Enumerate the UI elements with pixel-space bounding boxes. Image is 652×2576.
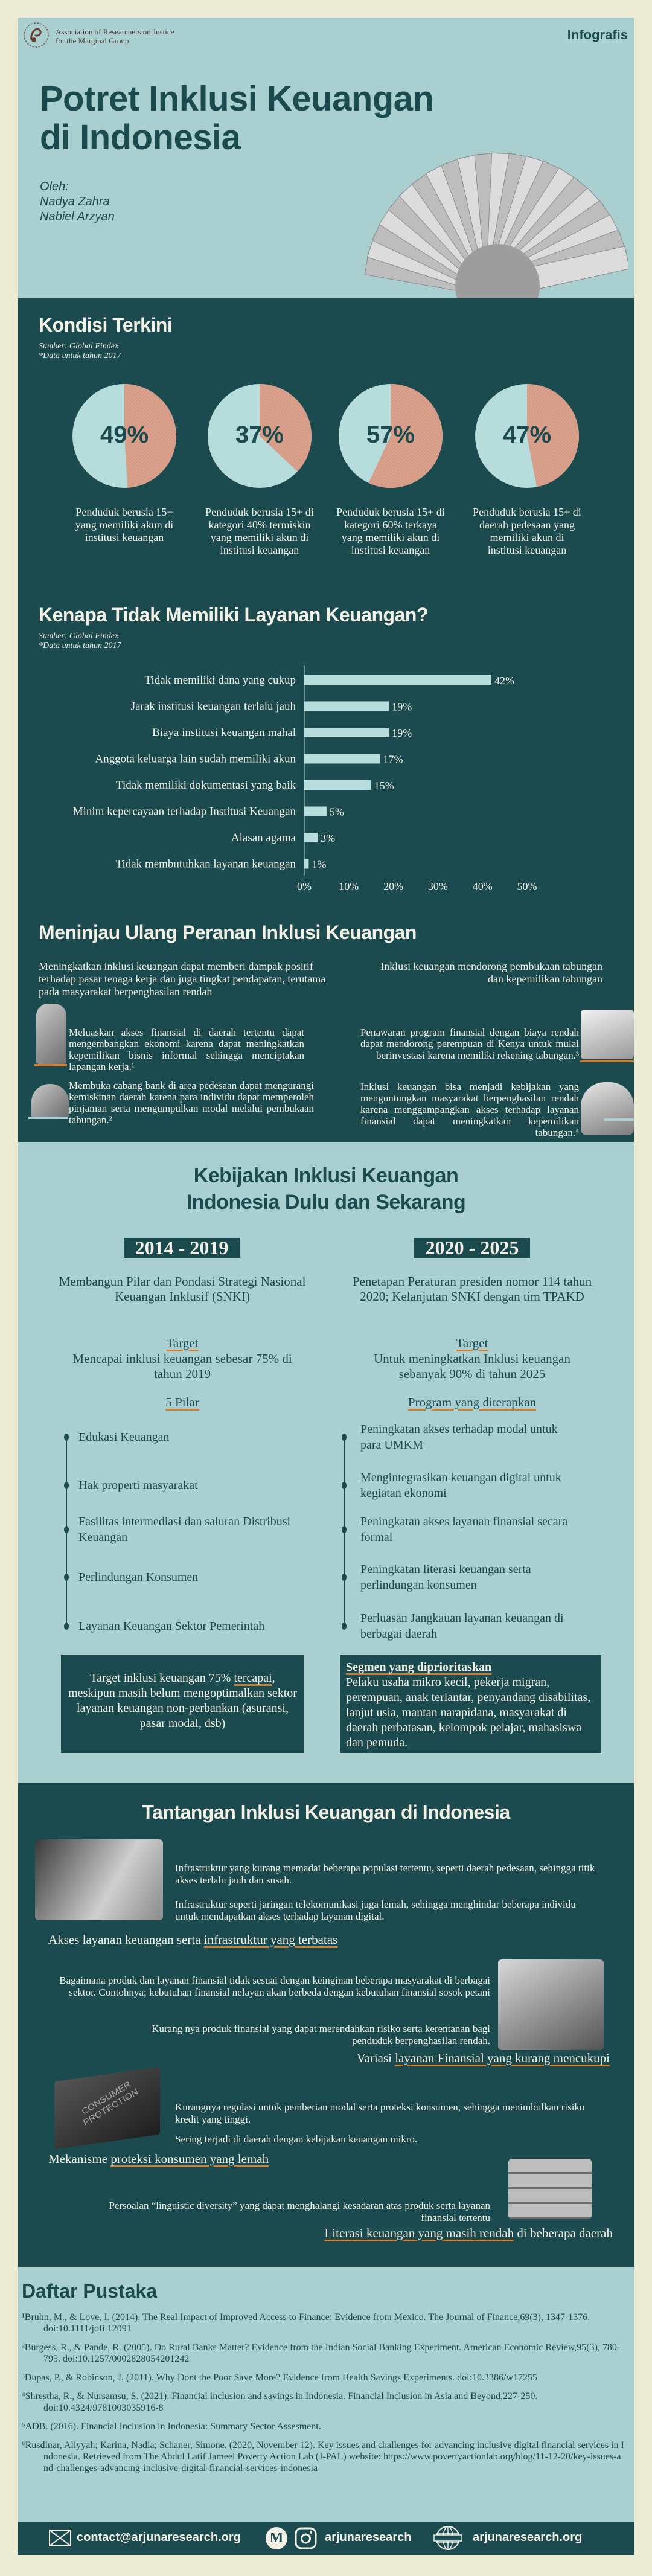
x-tick-label: 0%	[297, 880, 312, 892]
org-name-line1: Association of Researchers on Justice	[56, 27, 174, 36]
reference-list	[22, 2312, 625, 2474]
stat-value: 37%	[235, 421, 284, 448]
author-label: Oleh:	[40, 180, 69, 193]
timeline-bullet	[342, 1574, 347, 1581]
list-title: Program yang diterapkan	[408, 1395, 537, 1409]
bar-category-label: Tidak memiliki dokumentasi yang baik	[116, 779, 296, 792]
target-text: Mencapai inklusi keuangan sebesar 75% di tahun 2019	[72, 1351, 292, 1381]
chart-title: Kenapa Tidak Memiliki Layanan Keuangan?	[39, 604, 428, 626]
stat-caption: Penduduk berusia 15+ di kategori 40% termiskin yang memiliki akun di institusi keuangan	[205, 506, 314, 556]
challenge-text: Kurangnya regulasi untuk pemberian modal serta proteksi konsumen, sehingga menimbulkan risiko kredit yang tinggi.	[175, 2101, 585, 2125]
bar	[304, 728, 389, 737]
header-section	[18, 18, 634, 298]
orange-accent-bar	[580, 1060, 634, 1062]
period-badge-2014: 2014 - 2019	[124, 1238, 240, 1258]
list-title: 5 Pilar	[165, 1395, 199, 1409]
orange-accent-bar	[34, 1064, 67, 1066]
note-text: *Data untuk tahun 2017	[39, 351, 121, 360]
heading-text: Mekanisme	[48, 2151, 111, 2166]
bar-chart	[0, 658, 652, 900]
challenge-text: Kurang nya produk finansial yang dapat merendahkan risiko serta kerentanan bagi penduduk berpenghasilan rendah.	[152, 2023, 490, 2046]
timeline-item: Peningkatan akses layanan finansial secara formal	[360, 1515, 568, 1544]
bar-value-label: 19%	[392, 700, 412, 713]
bar-value-label: 19%	[392, 727, 412, 739]
x-tick-label: 50%	[517, 880, 537, 892]
heading-text: Akses layanan keuangan serta	[48, 1932, 204, 1947]
social-handle-link[interactable]: arjunaresearch	[325, 2531, 412, 2544]
bar	[304, 833, 318, 842]
heading-highlight: infrastruktur yang terbatas	[203, 1932, 338, 1947]
org-logo	[23, 22, 50, 48]
bar	[304, 754, 380, 764]
calculator-hand-photo	[581, 1010, 634, 1059]
card-payment-photo	[498, 1959, 604, 2050]
period-description: Penetapan Peraturan presiden nomor 114 tahun 2020; Kelanjutan SNKI dengan tim TPAKD	[352, 1274, 592, 1304]
kondisi-source	[39, 342, 121, 361]
bar-category-label: Jarak institusi keuangan terlalu jauh	[130, 700, 296, 713]
result-box	[61, 1655, 304, 1753]
challenge-text: Sering terjadi di daerah dengan kebijakan keuangan mikro.	[175, 2133, 418, 2145]
reference-item: ⁴Shrestha, R., & Nursamsu, S. (2021). Financial inclusion and savings in Indonesia. Financial Inclusion in Asia and Beyond,227-250. doi:10.4324/9781003035916-8	[22, 2391, 538, 2413]
bar-value-label: 5%	[329, 806, 344, 818]
bar-category-label: Tidak membutuhkan layanan keuangan	[115, 857, 296, 871]
heading-highlight: layanan Finansial yang kurang mencukupi	[395, 2051, 610, 2065]
timeline-item: Perlindungan Konsumen	[78, 1571, 199, 1584]
bar-value-label: 3%	[321, 832, 336, 844]
result-text: , meskipun masih belum mengoptimalkan sektor layanan keuangan non-perbankan (asuransi, pasar modal, dsb)	[68, 1671, 297, 1730]
x-tick-label: 20%	[383, 880, 404, 892]
source-text: Sumber: Global Findex	[39, 342, 119, 351]
challenge-text: Bagaimana produk dan layanan finansial tidak sesuai dengan keinginan beberapa masyarakat di berbagai sektor. Contohnya; kebutuhan finansial nelayan akan berbeda dengan kebutuhan finansial sosok petani	[59, 1975, 490, 1998]
tantangan-title: Tantangan Inklusi Keuangan di Indonesia	[142, 1801, 510, 1823]
challenge-heading	[48, 2151, 269, 2166]
bar-value-label: 15%	[374, 780, 394, 792]
reference-item: ³Dupas, P., & Robinson, J. (2011). Why Dont the Poor Save More? Evidence from Health Savings Experiments. doi:10.3386/w17255	[22, 2373, 538, 2383]
stat-caption: Penduduk berusia 15+ di daerah pedesaan yang memiliki akun di institusi keuangan	[473, 506, 581, 556]
reference-item: ⁶Rusdinar, Aliyyah; Karina, Nadia; Schaner, Simone. (2020, November 12). Key issues and challenges for advancing inclusive digital financial services in Indonesia. Retrieved from The Abdul Latif Jameel Poverty Action Lab (J-PAL) website: https://www.povertyactionlab.org/blog/11-12-20/key-issues-and-challenges-advancing-inclusive-digital-financial-services-indonesia	[22, 2440, 624, 2473]
worker-photo	[36, 1004, 66, 1064]
reference-item: ²Burgess, R., & Pande, R. (2005). Do Rural Banks Matter? Evidence from the Indian Social Banking Experiment. American Economic Review,95(3), 780-795. doi:10.1257/0002828054201242	[22, 2342, 621, 2364]
medium-icon[interactable]: M	[266, 2527, 287, 2549]
meninjau-point: Membuka cabang bank di area pedesaan dapat mengurangi kemiskinan daerah karena para individu dapat memperoleh pinjaman serta mengumpulkan modal melalui pembukaan tabungan.²	[69, 1080, 314, 1126]
title-line2: Indonesia Dulu dan Sekarang	[186, 1191, 466, 1214]
timeline-bullet	[342, 1482, 347, 1489]
timeline-bullet	[64, 1482, 69, 1489]
challenge-heading	[48, 1932, 337, 1947]
book-stack-photo	[508, 2159, 592, 2219]
meninjau-point: Inklusi keuangan bisa menjadi kebijakan yang menguntungkan masyarakat berpenghasilan rendah karena menggampangkan akses terhadap layanan finansial dapat meningkatkan kepemilikan tabungan.⁴	[360, 1081, 579, 1138]
x-tick-label: 40%	[472, 880, 493, 892]
meninjau-point: Meluaskan akses finansial di daerah tertentu dapat mengembangkan ekonomi karena dapat meningkatkan kepemilikan bisnis informal sehingga menciptakan lapangan kerja.¹	[69, 1027, 304, 1072]
bar	[304, 780, 371, 790]
challenge-heading	[241, 2226, 613, 2240]
challenge-text: Infrastruktur yang kurang memadai beberapa populasi tertentu, seperti daerah pedesaan, sehingga titik akses terlalu jauh dan susah.	[175, 1862, 595, 1886]
bar	[304, 807, 327, 816]
title-line1: Potret Inklusi Keuangan	[40, 79, 434, 118]
timeline-bullet	[342, 1526, 347, 1533]
challenge-heading	[241, 2051, 610, 2065]
pustaka-title: Daftar Pustaka	[22, 2280, 158, 2302]
stat-value: 49%	[100, 421, 149, 448]
title-line2: di Indonesia	[40, 118, 241, 157]
light-accent-bar	[604, 1118, 634, 1121]
timeline-item: Mengintegrasikan keuangan digital untuk kegiatan ekonomi	[360, 1471, 561, 1500]
reference-item: ¹Bruhn, M., & Love, I. (2014). The Real Impact of Improved Access to Finance: Evidence from Mexico. The Journal of Finance,69(3), 1347-1376. doi:10.1111/jofi.12091	[22, 2312, 590, 2334]
bar-value-label: 1%	[312, 858, 327, 871]
timeline-item: Hak properti masyarakat	[78, 1479, 198, 1492]
bar-value-label: 17%	[383, 753, 403, 766]
note-text: *Data untuk tahun 2017	[39, 641, 121, 650]
timeline-bullet	[342, 1434, 347, 1441]
coin-jar-photo	[581, 1082, 634, 1135]
authors	[40, 179, 115, 225]
timeline-item: Layanan Keuangan Sektor Pemerintah	[78, 1620, 265, 1633]
heading-highlight: Literasi keuangan yang masih rendah	[324, 2226, 514, 2240]
target-label: Target	[166, 1336, 199, 1350]
timeline-item: Perluasan Jangkauan layanan keuangan di berbagai daerah	[360, 1612, 564, 1641]
bar-category-label: Alasan agama	[231, 831, 296, 844]
result-highlight: tercapai	[234, 1671, 272, 1685]
bar-category-label: Biaya institusi keuangan mahal	[152, 726, 296, 739]
heading-text: Variasi	[356, 2051, 395, 2065]
website-link[interactable]: arjunaresearch.org	[473, 2531, 583, 2544]
money-fan-illustration	[356, 129, 628, 298]
timeline-item: Edukasi Keuangan	[78, 1431, 170, 1444]
footer	[18, 2522, 634, 2555]
bar	[304, 702, 389, 711]
bank-building-photo	[31, 1084, 69, 1117]
bar	[304, 859, 308, 869]
bar	[304, 675, 491, 685]
mail-icon	[49, 2530, 71, 2546]
target-text: Untuk meningkatkan Inklusi keuangan sebanyak 90% di tahun 2025	[373, 1351, 570, 1381]
bar-value-label: 42%	[494, 674, 514, 687]
author-name: Nabiel Arzyan	[40, 210, 115, 223]
x-tick-label: 10%	[339, 880, 359, 892]
heading-highlight: proteksi konsumen yang lemah	[110, 2151, 269, 2166]
segment-text: Pelaku usaha mikro kecil, pekerja migran, perempuan, anak terlantar, penyandang disabilitas, lanjut usia, mantan narapidana, masyarakat di daerah perbatasan, kelompok pelajar, mahasiswa dan pemuda.	[346, 1676, 591, 1749]
stat-value: 57%	[366, 421, 415, 448]
result-text: Target inklusi keuangan 75%	[90, 1671, 234, 1685]
timeline-bullet	[64, 1574, 69, 1581]
challenge-text: Persoalan “linguistic diversity” yang dapat menghalangi kesadaran atas produk serta layanan finansial tertentu	[109, 2200, 490, 2223]
globe-icon	[433, 2525, 462, 2551]
period-badge-2020: 2020 - 2025	[414, 1238, 530, 1258]
org-name-line2: for the Marginal Group	[56, 36, 129, 45]
chart-source	[39, 632, 121, 651]
timeline-item: Peningkatan literasi keuangan serta perlindungan konsumen	[360, 1563, 531, 1592]
kondisi-title: Kondisi Terkini	[39, 314, 173, 336]
heading-text: di beberapa daerah	[514, 2226, 613, 2240]
light-accent-bar	[28, 1117, 68, 1119]
bar-category-label: Tidak memiliki dana yang cukup	[144, 674, 296, 687]
org-name	[56, 27, 174, 45]
title-line1: Kebijakan Inklusi Keuangan	[193, 1164, 459, 1187]
bar-category-label: Minim kepercayaan terhadap Institusi Keuangan	[72, 805, 296, 818]
timeline-bullet	[64, 1526, 69, 1533]
book-cover-text: CONSUMER PROTECTION	[80, 2079, 140, 2129]
meninjau-title: Meninjau Ulang Peranan Inklusi Keuangan	[39, 921, 417, 943]
instagram-icon[interactable]	[295, 2527, 317, 2549]
timeline-item: Fasilitas intermediasi dan saluran Distribusi Keuangan	[78, 1515, 291, 1544]
x-tick-label: 30%	[427, 880, 448, 892]
stat-caption: Penduduk berusia 15+ di kategori 60% terkaya yang memiliki akun di institusi keuangan	[336, 506, 445, 556]
timeline-item: Peningkatan akses terhadap modal untuk para UMKM	[360, 1423, 558, 1452]
meninjau-point: Penawaran program finansial dengan biaya rendah dapat mendorong perempuan di Kenya untuk mulai berinvestasi karena memiliki rekening tabungan.³	[360, 1027, 579, 1061]
target-label: Target	[456, 1336, 488, 1350]
timeline-bullet	[64, 1434, 69, 1441]
timeline-bullet	[64, 1623, 69, 1630]
infografis-badge: Infografis	[567, 27, 628, 42]
stat-value: 47%	[502, 421, 552, 448]
author-name: Nadya Zahra	[40, 195, 110, 208]
segment-box	[340, 1655, 601, 1753]
source-text: Sumber: Global Findex	[39, 632, 119, 641]
bar-category-label: Anggota keluarga lain sudah memiliki akun	[95, 752, 296, 766]
email-link[interactable]: contact@arjunaresearch.org	[77, 2531, 241, 2544]
kebijakan-title	[145, 1162, 507, 1216]
phone-hand-photo	[35, 1839, 163, 1920]
meninjau-intro-left: Meningkatkan inklusi keuangan dapat memberi dampak positif terhadap pasar tenaga kerja dan juga tingkat pendapatan, terutama pada masyarakat berpenghasilan rendah	[39, 960, 326, 998]
segment-title: Segmen yang diprioritaskan	[346, 1661, 492, 1674]
challenge-text: Infrastruktur seperti jaringan telekomunikasi juga lemah, sehingga menghindar beberapa individu untuk mendapatkan akses terhadap layanan digital.	[175, 1898, 576, 1922]
timeline-bullet	[342, 1623, 347, 1630]
meninjau-intro-right: Inklusi keuangan mendorong pembukaan tabungan dan kepemilikan tabungan	[380, 960, 602, 985]
reference-item: ⁵ADB. (2016). Financial Inclusion in Indonesia: Summary Sector Assesment.	[22, 2421, 321, 2432]
stat-caption: Penduduk berusia 15+ yang memiliki akun di institusi keuangan	[75, 506, 174, 543]
period-description: Membangun Pilar dan Pondasi Strategi Nasional Keuangan Inklusif (SNKI)	[59, 1274, 306, 1304]
